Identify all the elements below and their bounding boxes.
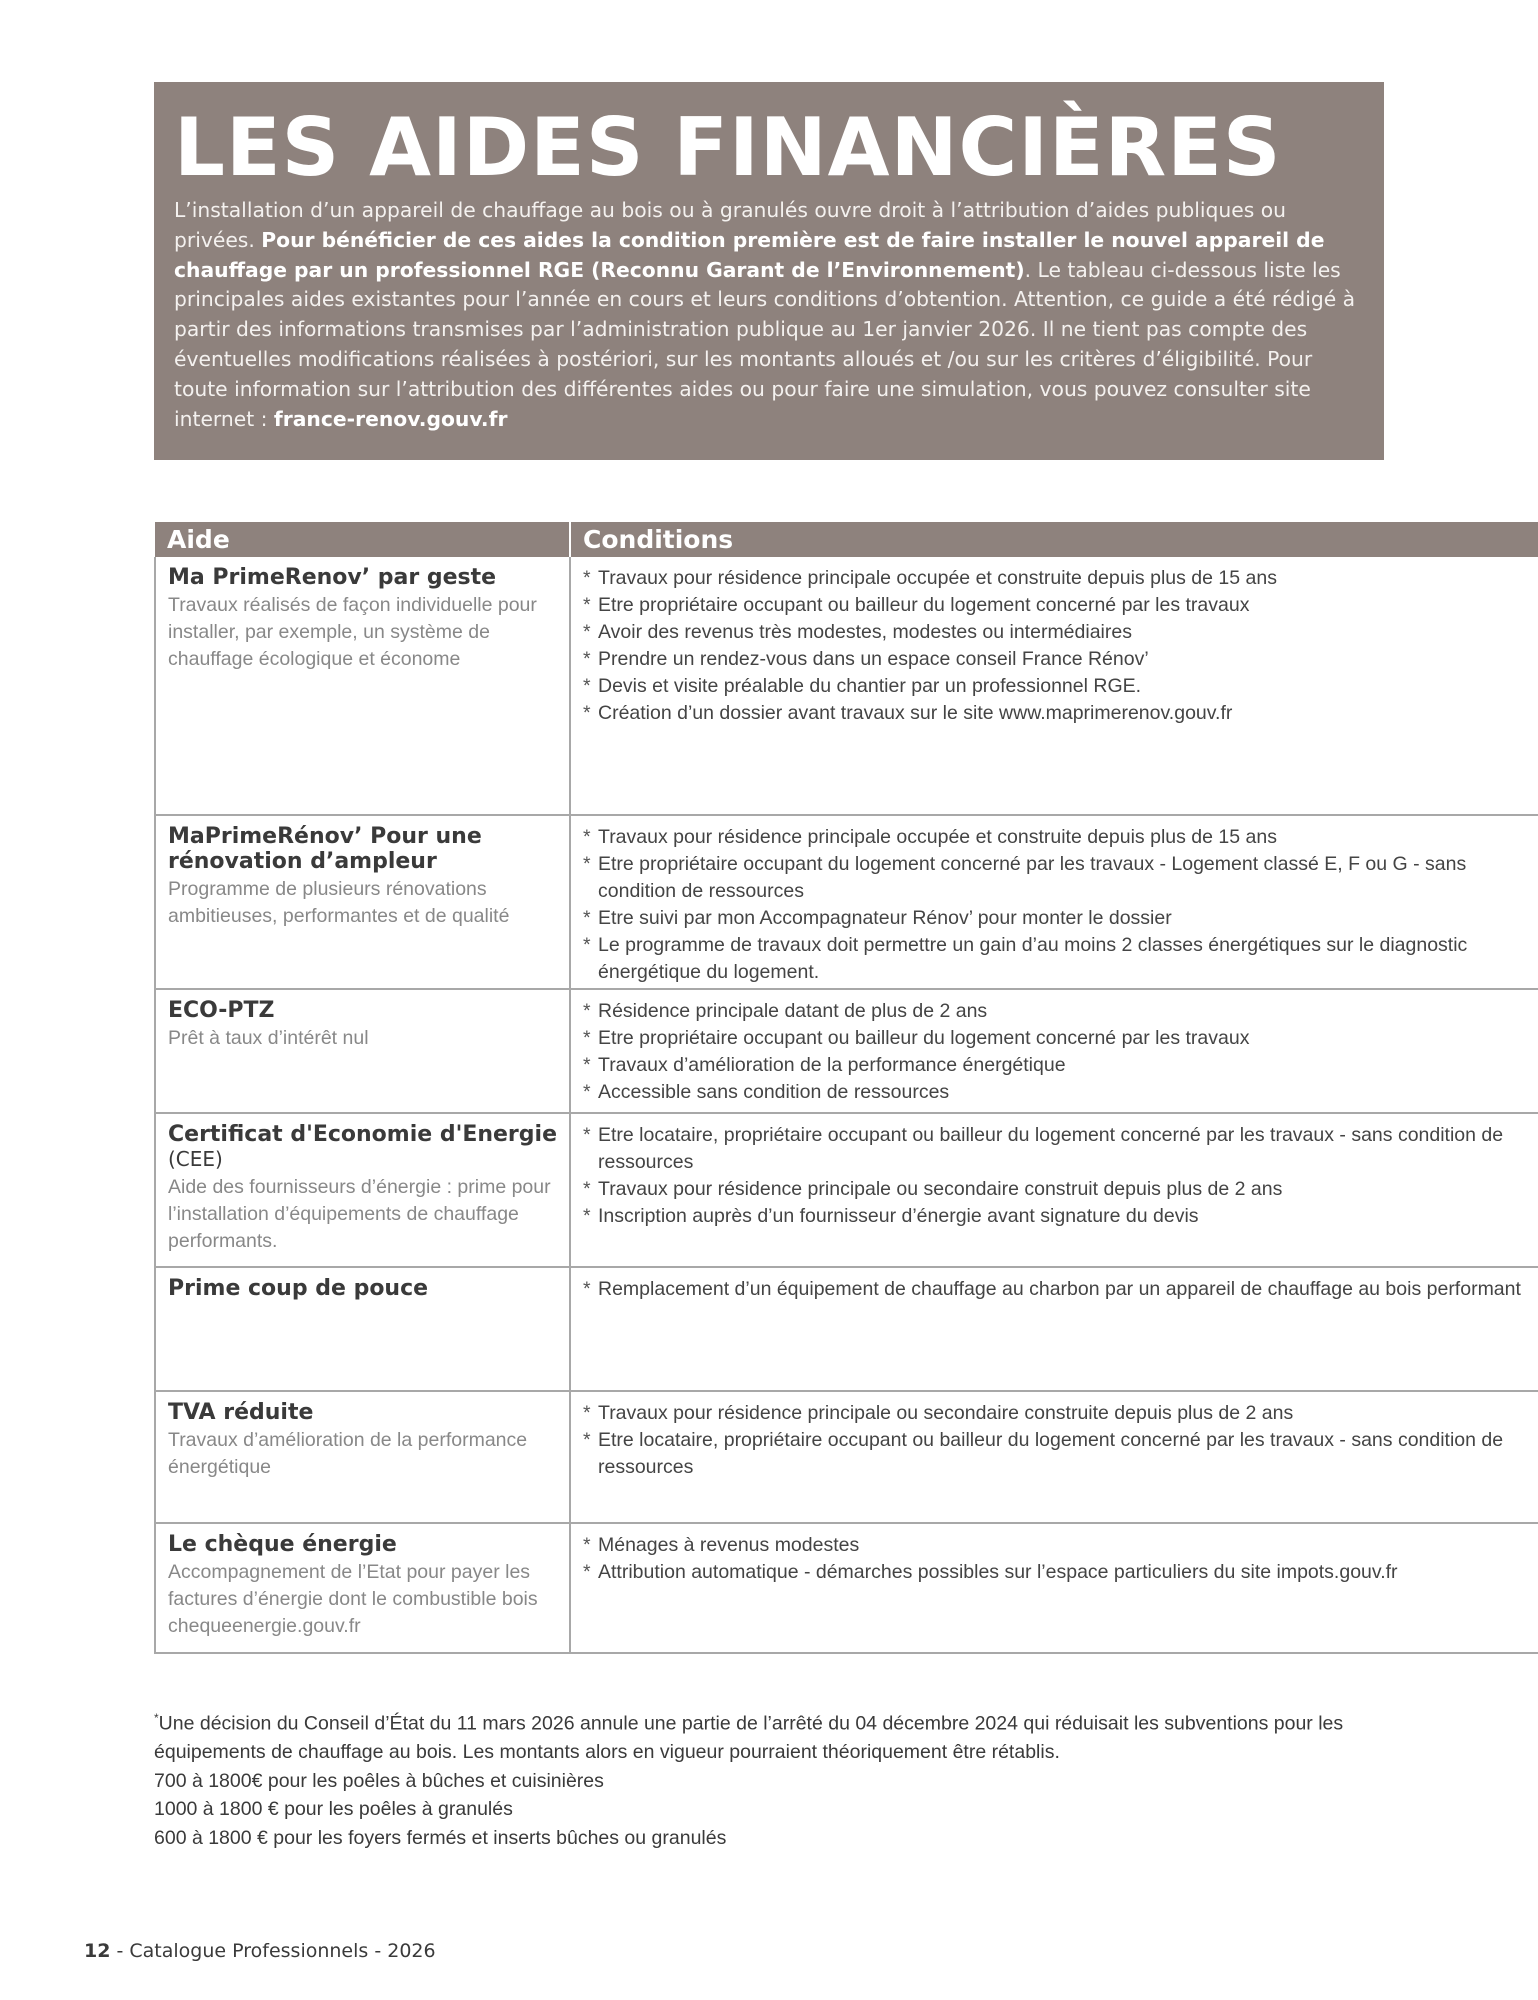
aide-cell [155,1267,570,1391]
condition-item [583,1427,1527,1481]
intro-text-1: L’installation d’un appareil de chauffage au bois ou à granulés ouvre droit à l’attribution d’aides publiques ou privées. [174,198,1287,252]
asterisk-icon: * [583,1081,591,1103]
condition-text: Etre propriétaire occupant ou bailleur du logement concerné par les travaux [598,594,1250,616]
condition-text: Etre suivi par mon Accompagnateur Rénov’ pour monter le dossier [598,907,1172,929]
table-row [155,1113,1538,1267]
conditions-list [583,1532,1527,1586]
condition-text: Remplacement d’un équipement de chauffage au charbon par un appareil de chauffage au bois performant [598,1278,1521,1300]
condition-item [583,1559,1527,1586]
footnote-line-2: 700 à 1800€ pour les poêles à bûches et cuisinières [154,1769,604,1792]
condition-item [583,1203,1527,1230]
asterisk-icon: * [583,1178,591,1200]
aide-title: Ma PrimeRenov’ par geste [168,565,497,590]
table-row [155,557,1538,815]
intro-text-2: . Le tableau ci-dessous liste les principales aides existantes pour l’année en cours et leurs conditions d’obtention. Attention, ce guide a été rédigé à partir des informations transmises par l’administration publique au 1er janvier 2026. Il ne tient pas compte des éventuelles modifications réalisées à postériori, sur les montants alloués et /ou sur les critères d’éligibilité. Pour toute information sur l’attribution des différentes aides ou pour faire une simulation, vous pouvez consulter site internet : [174,257,1356,431]
asterisk-icon: * [583,675,591,697]
intro-banner [154,82,1384,460]
condition-item [583,619,1527,646]
footnote-line-4: 600 à 1800 € pour les foyers fermés et inserts bûches ou granulés [154,1826,727,1849]
condition-text: Travaux pour résidence principale occupée et construite depuis plus de 15 ans [598,826,1277,848]
footnote-marker: * [154,1711,159,1725]
page-title: LES AIDES FINANCIÈRES [174,101,1282,194]
aide-title: Prime coup de pouce [168,1276,429,1301]
asterisk-icon: * [583,1429,591,1451]
aide-subtitle: (CEE) [168,1147,223,1171]
aids-table [154,522,1538,1654]
condition-text: Travaux pour résidence principale occupée et construite depuis plus de 15 ans [598,567,1277,589]
asterisk-icon: * [583,1054,591,1076]
asterisk-icon: * [583,934,591,956]
condition-text: Création d’un dossier avant travaux sur le site www.maprimerenov.gouv.fr [598,702,1233,724]
table-row [155,1267,1538,1391]
aide-title: ECO-PTZ [168,998,275,1023]
condition-item [583,700,1527,727]
condition-item [583,1025,1527,1052]
condition-item [583,998,1527,1025]
asterisk-icon: * [583,1561,591,1583]
conditions-list [583,998,1527,1106]
asterisk-icon: * [583,853,591,875]
intro-link[interactable]: france-renov.gouv.fr [273,406,508,431]
asterisk-icon: * [583,648,591,670]
condition-text: Etre locataire, propriétaire occupant ou bailleur du logement concerné par les travaux - sans condition de ressources [598,1124,1504,1173]
condition-item [583,824,1527,851]
conditions-cell [570,1391,1538,1523]
aide-title: MaPrimeRénov’ Pour une rénovation d’ampleur [168,824,482,874]
aide-description: Aide des fournisseurs d’énergie : prime pour l’installation d’équipements de chauffage performants. [168,1176,551,1252]
aide-cell [155,1391,570,1523]
footnote [154,1704,1354,1852]
aide-description: Programme de plusieurs rénovations ambitieuses, performantes et de qualité [168,878,510,927]
condition-text: Attribution automatique - démarches possibles sur l’espace particuliers du site impots.gouv.fr [598,1561,1398,1583]
condition-item [583,1176,1527,1203]
aide-cell [155,989,570,1113]
condition-text: Travaux d’amélioration de la performance énergétique [598,1054,1066,1076]
conditions-cell [570,557,1538,815]
asterisk-icon: * [583,1402,591,1424]
condition-item [583,851,1527,905]
condition-item [583,673,1527,700]
conditions-cell [570,815,1538,989]
page-number: 12 [84,1940,111,1962]
conditions-list [583,824,1527,986]
asterisk-icon: * [583,1534,591,1556]
condition-text: Travaux pour résidence principale ou secondaire construite depuis plus de 2 ans [598,1402,1294,1424]
asterisk-icon: * [583,621,591,643]
condition-text: Avoir des revenus très modestes, modestes ou intermédiaires [598,621,1132,643]
aide-title: Le chèque énergie [168,1532,397,1557]
condition-text: Devis et visite préalable du chantier par un professionnel RGE. [598,675,1142,697]
aide-description: Travaux réalisés de façon individuelle pour installer, par exemple, un système de chauffage écologique et économe [168,594,537,670]
condition-text: Prendre un rendez-vous dans un espace conseil France Rénov’ [598,648,1149,670]
condition-item [583,1122,1527,1176]
condition-text: Résidence principale datant de plus de 2 ans [598,1000,988,1022]
aide-title: Certificat d'Economie d'Energie [168,1122,557,1147]
footnote-line-1: *Une décision du Conseil d’État du 11 mars 2026 annule une partie de l’arrêté du 04 décembre 2024 qui réduisait les subventions pour les équipements de chauffage au bois. Les montants alors en vigueur pourraient théoriquement être rétablis. [154,1711,1344,1763]
condition-text: Le programme de travaux doit permettre un gain d’au moins 2 classes énergétiques sur le diagnostic énergétique du logement. [598,934,1468,983]
asterisk-icon: * [583,1205,591,1227]
aide-description: Accompagnement de l’Etat pour payer les factures d’énergie dont le combustible bois chequeenergie.gouv.fr [168,1561,538,1637]
conditions-list [583,1400,1527,1481]
condition-text: Etre locataire, propriétaire occupant ou bailleur du logement concerné par les travaux - sans condition de ressources [598,1429,1504,1478]
condition-text: Inscription auprès d’un fournisseur d’énergie avant signature du devis [598,1205,1199,1227]
aide-cell [155,1113,570,1267]
asterisk-icon: * [583,702,591,724]
aide-description: Travaux d’amélioration de la performance énergétique [168,1429,528,1478]
asterisk-icon: * [583,1027,591,1049]
asterisk-icon: * [583,1278,591,1300]
aide-cell [155,557,570,815]
condition-item [583,592,1527,619]
table-row [155,815,1538,989]
conditions-list [583,565,1527,727]
condition-text: Travaux pour résidence principale ou secondaire construit depuis plus de 2 ans [598,1178,1283,1200]
aide-title: TVA réduite [168,1400,314,1425]
condition-text: Etre propriétaire occupant ou bailleur du logement concerné par les travaux [598,1027,1250,1049]
table-row [155,1523,1538,1653]
aids-table-body [155,557,1538,1653]
asterisk-icon: * [583,1000,591,1022]
condition-item [583,1276,1527,1303]
aide-cell [155,815,570,989]
condition-item [583,905,1527,932]
condition-item [583,1532,1527,1559]
asterisk-icon: * [583,907,591,929]
condition-item [583,1052,1527,1079]
condition-item [583,565,1527,592]
asterisk-icon: * [583,594,591,616]
conditions-cell [570,1267,1538,1391]
page-footer [84,1940,436,1962]
conditions-cell [570,1523,1538,1653]
footnote-line-3: 1000 à 1800 € pour les poêles à granulés [154,1798,513,1820]
aide-cell [155,1523,570,1653]
condition-text: Accessible sans condition de ressources [598,1081,950,1103]
footer-text: - Catalogue Professionnels - 2026 [110,1940,436,1962]
asterisk-icon: * [583,826,591,848]
condition-item [583,932,1527,986]
table-row [155,989,1538,1113]
intro-text-bold: Pour bénéficier de ces aides la condition première est de faire installer le nouvel appareil de chauffage par un professionnel RGE (Reconnu Garant de l’Environnement) [174,227,1325,282]
condition-item [583,1400,1527,1427]
condition-text: Etre propriétaire occupant du logement concerné par les travaux - Logement classé E, F ou G - sans condition de ressources [598,853,1467,902]
table-row [155,1391,1538,1523]
header-aide: Aide [155,522,570,557]
aide-description: Prêt à taux d’intérêt nul [168,1027,369,1049]
conditions-cell [570,1113,1538,1267]
table-header-row [155,522,1538,557]
conditions-cell [570,989,1538,1113]
conditions-list [583,1122,1527,1230]
asterisk-icon: * [583,567,591,589]
intro-paragraph [174,196,1360,434]
condition-text: Ménages à revenus modestes [598,1534,860,1556]
conditions-list [583,1276,1527,1303]
condition-item [583,1079,1527,1106]
condition-item [583,646,1527,673]
header-conditions: Conditions [570,522,1538,557]
asterisk-icon: * [583,1124,591,1146]
